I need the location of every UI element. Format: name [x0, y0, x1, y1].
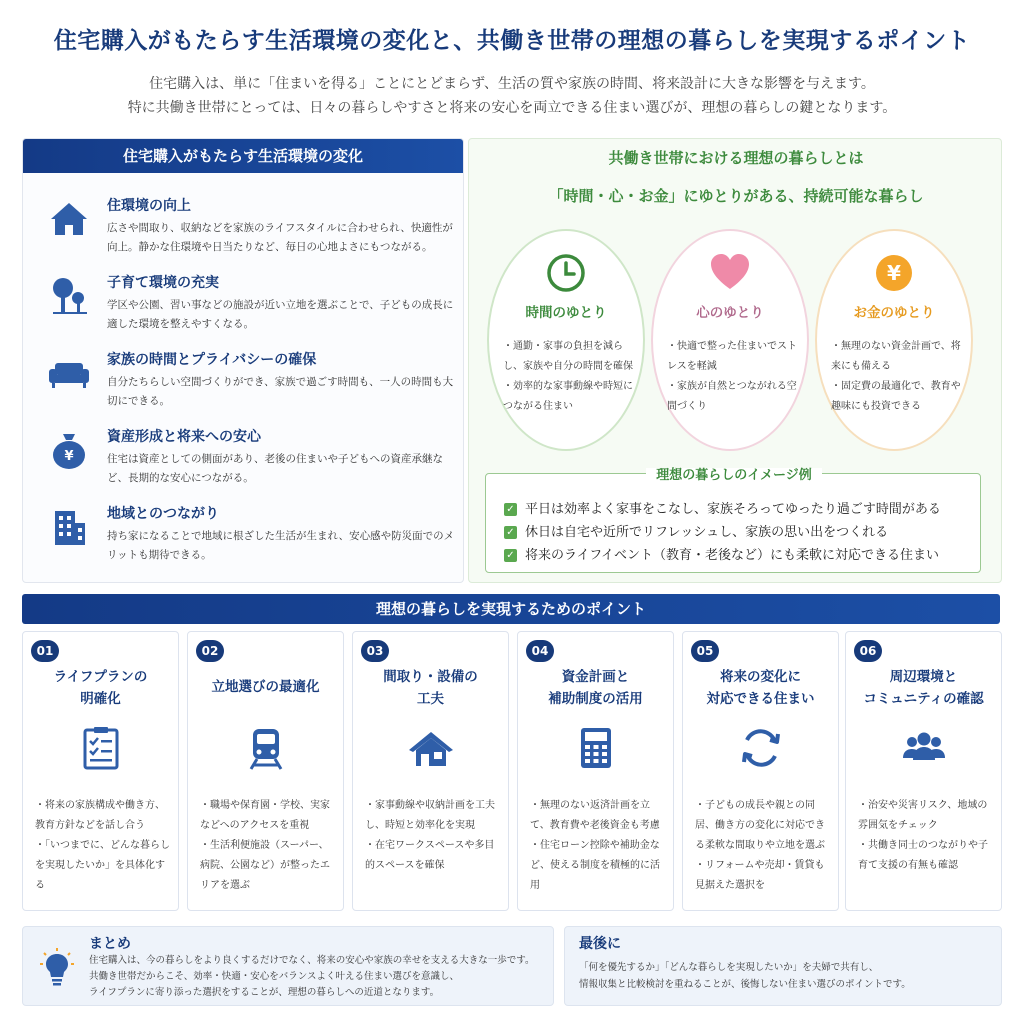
point-number: 02: [196, 640, 224, 662]
heart-icon: [708, 251, 752, 295]
circle-list: [503, 337, 639, 417]
point-card: [352, 631, 509, 911]
list-item: ・「いつまでに、どんな暮らしを実現したいか」を具体化する: [35, 840, 170, 891]
benefit-desc: 住宅は資産としての側面があり、老後の住まいや子どもへの資産承継など、長期的な安心につながる。: [107, 453, 443, 484]
list-item: ・固定費の最適化で、教育や趣味にも投資できる: [831, 381, 961, 412]
example-list: [504, 498, 941, 567]
calculator-icon: [572, 724, 620, 772]
point-list: [530, 796, 668, 896]
point-card: [682, 631, 839, 911]
final-text: 「何を優先するか」「どんな暮らしを実現したいか」を夫婦で共有し、 情報収集と比較検討を重ねることが、後悔しない住まい選びのポイントです。: [579, 962, 911, 990]
benefit-heading: 住環境の向上: [107, 198, 191, 214]
list-item: ・通勤・家事の負担を減らし、家族や自分の時間を確保: [503, 341, 633, 372]
point-card: [845, 631, 1002, 911]
point-list: [200, 796, 338, 896]
list-item: ✓ 平日は効率よく家事をこなし、家族そろってゆったり過ごす時間がある: [504, 498, 941, 521]
benefit-heading: 地域とのつながり: [107, 506, 219, 522]
check-icon: ✓: [504, 526, 517, 539]
intro-text: [0, 72, 1024, 120]
list-item: ・共働き同士のつながりや子育て支援の有無も確認: [858, 840, 988, 871]
list-item: ・家族が自然とつながれる空間づくり: [667, 381, 797, 412]
circle-list: [831, 337, 967, 417]
point-list: [365, 796, 503, 876]
lightbulb-icon: [39, 947, 75, 987]
benefit-heading: 家族の時間とプライバシーの確保: [107, 352, 317, 368]
list-item: ・家事動線や収納計画を工夫し、時短と効率化を実現: [365, 800, 495, 831]
point-title: ライフプランの 明確化: [53, 669, 148, 707]
ideal-life-subtitle: 「時間・心・お金」にゆとりがある、持続可能な暮らし: [548, 187, 924, 205]
benefits-panel: [22, 138, 464, 583]
train-icon: [242, 724, 290, 772]
point-card: [22, 631, 179, 911]
point-card: [517, 631, 674, 911]
benefit-heading: 資産形成と将来への安心: [107, 429, 261, 445]
point-title: 立地選びの最適化: [211, 679, 320, 695]
point-number: 01: [31, 640, 59, 662]
ideal-life-panel: [468, 138, 1002, 583]
point-title: 周辺環境と コミュニティの確認: [863, 669, 984, 707]
benefits-header: 住宅購入がもたらす生活環境の変化: [23, 139, 463, 173]
benefit-desc: 広さや間取り、収納などを家族のライフスタイルに合わせられ、快適性が向上。静かな住環境や日当たりなど、毎日の心地よさにもつながる。: [107, 222, 453, 253]
list-item: ・無理のない資金計画で、将来にも備える: [831, 341, 961, 372]
point-number: 04: [526, 640, 554, 662]
benefit-desc: 自分たちらしい空間づくりができ、家族で過ごす時間も、一人の時間も大切にできる。: [107, 376, 454, 407]
benefit-heading: 子育て環境の充実: [107, 275, 219, 291]
list-item: ・生活利便施設（スーパー、病院、公園など）が整ったエリアを選ぶ: [200, 840, 330, 891]
list-item: ・効率的な家事動線や時短につながる住まい: [503, 381, 633, 412]
ideal-life-title: 共働き世帯における理想の暮らしとは: [608, 149, 864, 167]
check-icon: ✓: [504, 503, 517, 516]
checklist-icon: [77, 724, 125, 772]
benefit-desc: 持ち家になることで地域に根ざした生活が生まれ、安心感や防災面でのメリットも期待できる。: [107, 530, 455, 561]
benefit-desc: 学区や公園、習い事などの施設が近い立地を選ぶことで、子どもの成長に適した環境を整えやすくなる。: [107, 299, 454, 330]
house-icon: [47, 197, 91, 241]
point-list: [35, 796, 173, 896]
point-list: [858, 796, 996, 876]
people-icon: [900, 724, 948, 772]
clock-icon: [544, 251, 588, 295]
circle-heading: 心のゆとり: [696, 305, 764, 321]
final-heading: 最後に: [579, 936, 621, 952]
point-number: 03: [361, 640, 389, 662]
time-circle: [487, 229, 645, 451]
money-circle: [815, 229, 973, 451]
list-item: ・治安や災害リスク、地域の雰囲気をチェック: [858, 800, 988, 831]
page-title: 住宅購入がもたらす生活環境の変化と、共働き世帯の理想の暮らしを実現するポイント: [53, 28, 971, 54]
refresh-icon: [737, 724, 785, 772]
point-list: [695, 796, 833, 896]
list-item: ✓ 将来のライフイベント（教育・老後など）にも柔軟に対応できる住まい: [504, 544, 941, 567]
point-title: 資金計画と 補助制度の活用: [548, 669, 643, 707]
svg-text:¥: ¥: [887, 261, 901, 285]
point-number: 06: [854, 640, 882, 662]
list-item: ・リフォームや売却・賃貸も見据えた選択を: [695, 860, 825, 891]
tree-icon: [47, 274, 91, 318]
check-icon: ✓: [504, 549, 517, 562]
list-item: ・無理のない返済計画を立て、教育費や老後資金も考慮: [530, 800, 660, 831]
list-item: ✓ 休日は自宅や近所でリフレッシュし、家族の思い出をつくれる: [504, 521, 941, 544]
svg-text:¥: ¥: [64, 449, 74, 464]
point-title: 間取り・設備の 工夫: [383, 669, 478, 707]
building-icon: [47, 505, 91, 549]
mind-circle: [651, 229, 809, 451]
point-card: [187, 631, 344, 911]
house-icon: [407, 724, 455, 772]
intro-line: 住宅購入は、単に「住まいを得る」ことにとどまらず、生活の質や家族の時間、将来設計に大きな影響を与えます。: [149, 76, 875, 92]
circle-heading: 時間のゆとり: [525, 305, 607, 321]
list-item: ・将来の家族構成や働き方、教育方針などを話し合う: [35, 800, 165, 831]
circle-heading: お金のゆとり: [853, 305, 935, 321]
yen-icon: [872, 251, 916, 295]
list-item: ・子どもの成長や親との同居、働き方の変化に対応できる柔軟な間取りや立地を選ぶ: [695, 800, 825, 851]
list-item: ・職場や保育園・学校、実家などへのアクセスを重視: [200, 800, 330, 831]
summary-text: 住宅購入は、今の暮らしをより良くするだけでなく、将来の安心や家族の幸せを支える大きな一歩です。 共働き世帯だからこそ、効率・快適・安心をバランスよく叶える住まい選びを意識し、 ライフプランに寄り添った選択をすることが、理想の暮らしへの近道となります。: [89, 955, 535, 998]
list-item: ・住宅ローン控除や補助金など、使える制度を積極的に活用: [530, 840, 660, 891]
money-bag-icon: [47, 428, 91, 472]
list-item: ・在宅ワークスペースや多目的スペースを確保: [365, 840, 495, 871]
points-header: 理想の暮らしを実現するためのポイント: [22, 594, 1000, 624]
intro-line: 特に共働き世帯にとっては、日々の暮らしやすさと将来の安心を両立できる住まい選びが、理想の暮らしの鍵となります。: [127, 100, 897, 116]
summary-heading: まとめ: [89, 936, 131, 952]
list-item: ・快適で整った住まいでストレスを軽減: [667, 341, 797, 372]
circle-list: [667, 337, 803, 417]
point-title: 将来の変化に 対応できる住まい: [706, 669, 815, 707]
final-box: [564, 926, 1002, 1006]
example-title: 理想の暮らしのイメージ例: [646, 468, 822, 483]
sofa-icon: [47, 351, 91, 395]
summary-box: [22, 926, 554, 1006]
point-number: 05: [691, 640, 719, 662]
example-box: [485, 468, 981, 573]
